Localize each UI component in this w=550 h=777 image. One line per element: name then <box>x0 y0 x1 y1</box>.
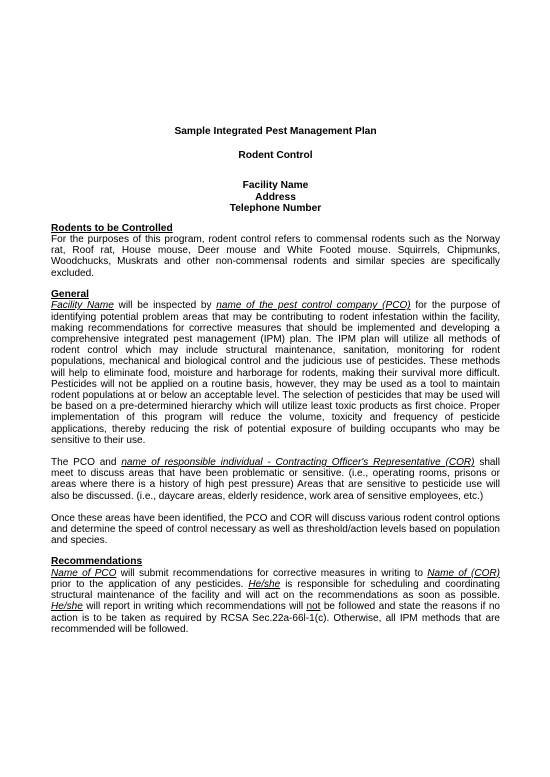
general-paragraph-3: Once these areas have been identified, the PCO and COR will discuss various rodent control options and determine the speed of control necessary as well as threshold/action levels based on population and species. <box>51 512 500 547</box>
pco-name-ref-2: Name of PCO <box>51 567 117 579</box>
not-emphasis: not <box>306 601 321 613</box>
rodents-paragraph: For the purposes of this program, rodent control refers to commensal rodents such as the Norway rat, Roof rat, House mouse, Deer mouse and White Footed mouse. Squirrels, Chipmunks, Woodchucks, Muskrats and other non-commensal rodents and similar species are specifically excluded. <box>51 234 500 279</box>
heshe-ref-2: He/she <box>51 601 83 613</box>
document-title: Sample Integrated Pest Management Plan <box>174 126 377 137</box>
rodents-heading: Rodents to be Controlled <box>51 222 173 234</box>
recommendations-paragraph: Name of PCO will submit recommendations for corrective measures in writing to Name of (COR) prior to the application of any pesticides. He/she is responsible for scheduling and coordinating structural maintenance of the facility and will act on the recommendations as soon as possible. He/she will report in writing which recommendations will not be followed and state the reasons if no action is to be taken as required by RCSA Sec.22a-66l-1(c). Otherwise, all IPM methods that are recommended will be followed. <box>51 567 500 635</box>
general-paragraph-1: Facility Name will be inspected by name of the pest control company (PCO) for the purpose of identifying potential problem areas that may be contributing to rodent infestation within the facility, making recommendations for corrective measures that should be implemented and developing a comprehensive integrated pest management (IPM) plan. The IPM plan will utilize all methods of rodent control which may include structural maintenance, sanitation, monitoring for rodent populations, mechanical and biological control and the judicious use of pesticides. These methods will help to eliminate food, moisture and harborage for rodents, making their survival more difficult. Pesticides will not be applied on a routine basis, however, they may be used as a tool to maintain rodent populations at or below an acceptable level. The selection of pesticides that may be used will be based on a pre-determined hierarchy which will utilize least toxic products as first choice. Proper implementation of this program will reduce the volume, toxicity and frequency of pesticide applications, thereby reducing the risk of potential exposure of building occupants who may be sensitive to their use. <box>51 300 500 446</box>
recommendations-heading: Recommendations <box>51 556 143 568</box>
facility-name: Facility Name <box>242 180 309 191</box>
facility-name-ref: Facility Name <box>51 300 114 312</box>
general-paragraph-2: The PCO and name of responsible individual - Contracting Officer's Representative (COR) shall meet to discuss areas that have been problematic or sensitive. (i.e., operating rooms, prisons or areas where there is a history of high pest pressure) Areas that are sensitive to pesticide use will also be discussed. (i.e., daycare areas, elderly residence, work area of sensitive employees, etc.) <box>51 456 500 502</box>
document-subtitle: Rodent Control <box>238 149 313 161</box>
document-page <box>51 126 500 635</box>
general-heading: General <box>51 288 89 300</box>
cor-name-ref: name of responsible individual - Contracting Officer's Representative (COR) <box>121 456 475 468</box>
pco-name-ref: name of the pest control company (PCO) <box>216 300 411 312</box>
facility-address: Address <box>255 191 296 203</box>
heshe-ref-1: He/she <box>248 579 281 591</box>
facility-phone: Telephone Number <box>229 203 322 214</box>
cor-name-ref-2: Name of (COR) <box>427 567 500 579</box>
